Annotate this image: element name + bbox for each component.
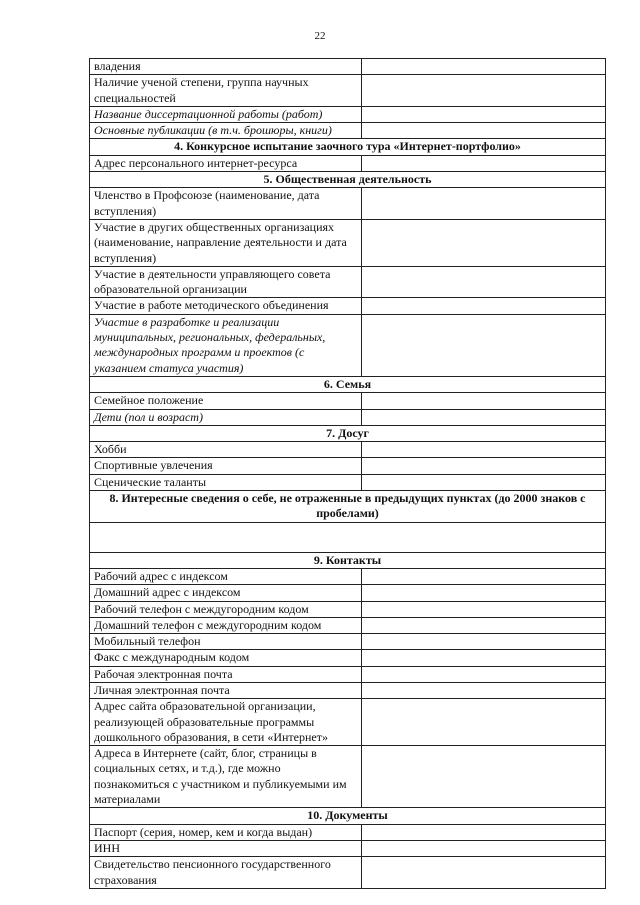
form-field-row	[90, 634, 606, 650]
field-value-cell[interactable]	[362, 682, 606, 698]
field-value-cell[interactable]	[362, 298, 606, 314]
field-value-cell[interactable]	[362, 409, 606, 425]
form-field-row	[90, 393, 606, 409]
field-value-cell[interactable]	[362, 746, 606, 808]
field-label: Рабочий адрес с индексом	[90, 568, 362, 584]
field-value-cell[interactable]	[362, 824, 606, 840]
field-value-cell[interactable]	[362, 474, 606, 490]
section-header-row	[90, 552, 606, 568]
field-value-cell[interactable]	[362, 458, 606, 474]
field-label: Паспорт (серия, номер, кем и когда выдан)	[90, 824, 362, 840]
free-text-cell[interactable]	[90, 522, 606, 552]
field-value-cell[interactable]	[362, 857, 606, 889]
section-header-row	[90, 425, 606, 441]
field-value-cell[interactable]	[362, 314, 606, 376]
field-value-cell[interactable]	[362, 666, 606, 682]
field-value-cell[interactable]	[362, 106, 606, 122]
form-field-row	[90, 75, 606, 107]
field-value-cell[interactable]	[362, 393, 606, 409]
section-header-row	[90, 139, 606, 155]
field-label: Семейное положение	[90, 393, 362, 409]
field-value-cell[interactable]	[362, 840, 606, 856]
field-label: Участие в деятельности управляющего совета образовательной организации	[90, 266, 362, 298]
field-label: Участие в разработке и реализации муниципальных, региональных, федеральных, международных программ и проектов (с указанием статуса участия)	[90, 314, 362, 376]
field-label: Свидетельство пенсионного государственного страхования	[90, 857, 362, 889]
form-field-row	[90, 442, 606, 458]
form-field-row	[90, 650, 606, 666]
field-label: Адрес сайта образовательной организации, реализующей образовательные программы дошкольного образования, в сети «Интернет»	[90, 699, 362, 746]
field-value-cell[interactable]	[362, 75, 606, 107]
form-field-row	[90, 123, 606, 139]
field-value-cell[interactable]	[362, 699, 606, 746]
field-value-cell[interactable]	[362, 585, 606, 601]
form-field-row	[90, 601, 606, 617]
form-field-row	[90, 314, 606, 376]
field-label: Рабочий телефон с междугородним кодом	[90, 601, 362, 617]
section-title: 5. Общественная деятельность	[90, 172, 606, 188]
section-header-row	[90, 808, 606, 824]
field-label: Дети (пол и возраст)	[90, 409, 362, 425]
field-value-cell[interactable]	[362, 123, 606, 139]
field-label: Наличие ученой степени, группа научных специальностей	[90, 75, 362, 107]
section-header-row	[90, 172, 606, 188]
field-label: Участие в других общественных организациях (наименование, направление деятельности и дата вступления)	[90, 219, 362, 266]
field-value-cell[interactable]	[362, 601, 606, 617]
field-label: Спортивные увлечения	[90, 458, 362, 474]
form-field-row	[90, 840, 606, 856]
free-text-row	[90, 522, 606, 552]
form-field-row	[90, 474, 606, 490]
form-field-row	[90, 666, 606, 682]
field-label: Домашний телефон с междугородним кодом	[90, 617, 362, 633]
section-title: 6. Семья	[90, 376, 606, 392]
form-field-row	[90, 617, 606, 633]
field-value-cell[interactable]	[362, 219, 606, 266]
section-title: 9. Контакты	[90, 552, 606, 568]
field-value-cell[interactable]	[362, 650, 606, 666]
field-value-cell[interactable]	[362, 266, 606, 298]
section-title: 8. Интересные сведения о себе, не отраженные в предыдущих пунктах (до 2000 знаков с пробелами)	[90, 491, 606, 523]
field-label: Мобильный телефон	[90, 634, 362, 650]
form-field-row	[90, 298, 606, 314]
form-field-row	[90, 746, 606, 808]
section-header-row	[90, 491, 606, 523]
form-field-row	[90, 106, 606, 122]
field-label: Личная электронная почта	[90, 682, 362, 698]
form-field-row	[90, 824, 606, 840]
form-field-row	[90, 266, 606, 298]
form-field-row	[90, 568, 606, 584]
field-value-cell[interactable]	[362, 568, 606, 584]
field-value-cell[interactable]	[362, 617, 606, 633]
field-label: Адреса в Интернете (сайт, блог, страницы в социальных сетях, и т.д.), где можно познакомиться с участником и публикуемыми им материалами	[90, 746, 362, 808]
field-label: владения	[90, 59, 362, 75]
questionnaire-body	[90, 59, 606, 889]
form-field-row	[90, 585, 606, 601]
field-value-cell[interactable]	[362, 188, 606, 220]
field-value-cell[interactable]	[362, 634, 606, 650]
form-field-row	[90, 458, 606, 474]
field-value-cell[interactable]	[362, 59, 606, 75]
form-field-row	[90, 155, 606, 171]
questionnaire-table	[89, 58, 606, 889]
page-number: 22	[314, 30, 326, 42]
field-label: Название диссертационной работы (работ)	[90, 106, 362, 122]
section-title: 7. Досуг	[90, 425, 606, 441]
field-label: Адрес персонального интернет-ресурса	[90, 155, 362, 171]
section-header-row	[90, 376, 606, 392]
form-field-row	[90, 409, 606, 425]
field-label: Основные публикации (в т.ч. брошюры, книги)	[90, 123, 362, 139]
field-label: Факс с международным кодом	[90, 650, 362, 666]
field-value-cell[interactable]	[362, 155, 606, 171]
form-field-row	[90, 59, 606, 75]
field-label: Сценические таланты	[90, 474, 362, 490]
form-field-row	[90, 857, 606, 889]
field-label: Домашний адрес с индексом	[90, 585, 362, 601]
field-label: Участие в работе методического объединения	[90, 298, 362, 314]
section-title: 10. Документы	[90, 808, 606, 824]
field-value-cell[interactable]	[362, 442, 606, 458]
section-title: 4. Конкурсное испытание заочного тура «Интернет-портфолио»	[90, 139, 606, 155]
field-label: Хобби	[90, 442, 362, 458]
field-label: ИНН	[90, 840, 362, 856]
form-field-row	[90, 219, 606, 266]
form-field-row	[90, 699, 606, 746]
form-field-row	[90, 682, 606, 698]
field-label: Членство в Профсоюзе (наименование, дата вступления)	[90, 188, 362, 220]
field-label: Рабочая электронная почта	[90, 666, 362, 682]
form-field-row	[90, 188, 606, 220]
